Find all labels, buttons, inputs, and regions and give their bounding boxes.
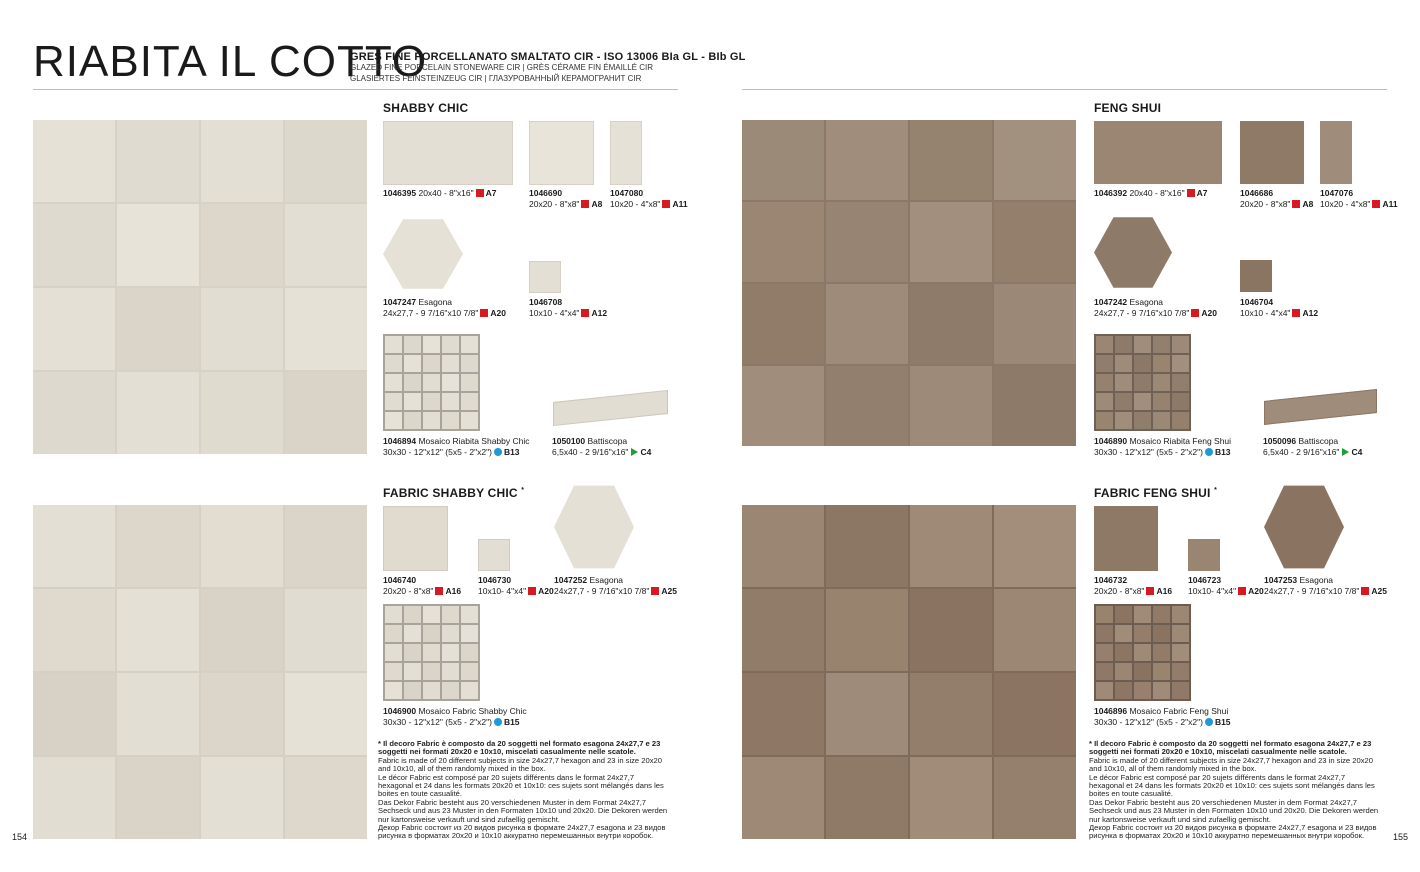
section-title-fabric-feng-shui: FABRIC FENG SHUI * <box>1094 486 1218 500</box>
tile-image-1046900-mosaic <box>383 604 480 701</box>
red-square-icon <box>1238 587 1246 595</box>
tile-image-1046704 <box>1240 260 1272 292</box>
red-square-icon <box>435 587 443 595</box>
product-code-1046730: 1046730 <box>478 575 512 585</box>
tile-image-1046740 <box>383 506 448 571</box>
red-square-icon <box>1146 587 1154 595</box>
red-square-icon <box>1187 189 1195 197</box>
tile-image-1047242-hexagon <box>1094 215 1172 290</box>
red-square-icon <box>581 200 589 208</box>
product-code-1046740: 1046740 <box>383 575 417 585</box>
product-desc-1050100: 6,5x40 - 2 9/16"x16" C4 <box>552 447 652 457</box>
product-desc-1046704: 10x10 - 4"x4" A12 <box>1240 308 1319 318</box>
tile-image-1050096-skirting <box>1264 389 1377 425</box>
product-code-1047252: 1047252 Esagona <box>554 575 624 585</box>
red-square-icon <box>1372 200 1380 208</box>
product-code-1050100: 1050100 Battiscopa <box>552 436 628 446</box>
tile-image-1046732 <box>1094 506 1158 571</box>
section-title-shabby-chic: SHABBY CHIC <box>383 101 469 115</box>
product-desc-1046690: 20x20 - 8"x8" A8 <box>529 199 603 209</box>
red-square-icon <box>581 309 589 317</box>
tile-image-1046723 <box>1188 539 1220 571</box>
product-1046395: 1046395 20x40 - 8"x16" A7 <box>383 188 497 198</box>
product-desc-1047253: 24x27,7 - 9 7/16"x10 7/8" A25 <box>1264 586 1387 596</box>
tile-image-1046686 <box>1240 121 1304 184</box>
section-title-feng-shui: FENG SHUI <box>1094 101 1162 115</box>
tile-image-1050100-skirting <box>553 390 668 426</box>
green-triangle-icon <box>631 448 638 456</box>
product-desc-1046708: 10x10 - 4"x4" A12 <box>529 308 608 318</box>
tile-image-1046890-mosaic <box>1094 334 1191 431</box>
green-triangle-icon <box>1342 448 1349 456</box>
red-square-icon <box>480 309 488 317</box>
product-code-1046900: 1046900 Mosaico Fabric Shabby Chic <box>383 706 527 716</box>
blue-dot-icon <box>1205 718 1213 726</box>
red-square-icon <box>651 587 659 595</box>
tile-image-1047252-hexagon <box>554 483 634 571</box>
product-desc-1046890: 30x30 - 12"x12" (5x5 - 2"x2") B13 <box>1094 447 1231 457</box>
tile-image-1046730 <box>478 539 510 571</box>
tile-image-1046708 <box>529 261 561 293</box>
product-code-1046894: 1046894 Mosaico Riabita Shabby Chic <box>383 436 530 446</box>
product-code-1046890: 1046890 Mosaico Riabita Feng Shui <box>1094 436 1232 446</box>
header-rule-left <box>33 89 678 90</box>
section-title-fabric-shabby-chic: FABRIC SHABBY CHIC * <box>383 486 525 500</box>
fabric-shabby-chic-floor-image <box>33 505 367 839</box>
spec-line-2: GLAZED FINE PORCELAIN STONEWARE CIR | GRÈS CÉRAME FIN ÉMAILLÉ CIR <box>350 63 654 72</box>
product-code-1046723: 1046723 <box>1188 575 1222 585</box>
tile-image-1047076 <box>1320 121 1352 184</box>
product-desc-1046740: 20x20 - 8"x8" A16 <box>383 586 462 596</box>
spec-line-1: GRES FINE PORCELLANATO SMALTATO CIR - ISO 13006 BIa GL - BIb GL <box>350 51 746 63</box>
page-number-left: 154 <box>12 832 28 842</box>
blue-dot-icon <box>494 448 502 456</box>
brand-title: RIABITA IL COTTO <box>33 37 428 86</box>
tile-image-1046690 <box>529 121 594 185</box>
product-code-1047080: 1047080 <box>610 188 644 198</box>
product-desc-1047076: 10x20 - 4"x8" A11 <box>1320 199 1398 209</box>
red-square-icon <box>476 189 484 197</box>
product-code-1050096: 1050096 Battiscopa <box>1263 436 1339 446</box>
product-desc-1050096: 6,5x40 - 2 9/16"x16" C4 <box>1263 447 1363 457</box>
tile-image-1046894-mosaic <box>383 334 480 431</box>
spec-line-3: GLASIERTES FEINSTEINZEUG CIR | ГЛАЗУРОВАННЫЙ КЕРАМОГРАНИТ CIR <box>350 74 642 83</box>
red-square-icon <box>1292 200 1300 208</box>
product-code-1046686: 1046686 <box>1240 188 1274 198</box>
product-code-1046690: 1046690 <box>529 188 563 198</box>
product-code-1046704: 1046704 <box>1240 297 1274 307</box>
red-square-icon <box>662 200 670 208</box>
shabby-chic-floor-image <box>33 120 367 454</box>
red-square-icon <box>1191 309 1199 317</box>
product-desc-1046723: 10x10- 4"x4" A20 <box>1188 586 1264 596</box>
tile-image-1046395 <box>383 121 513 185</box>
header-rule-right <box>742 89 1387 90</box>
blue-dot-icon <box>1205 448 1213 456</box>
product-desc-1047252: 24x27,7 - 9 7/16"x10 7/8" A25 <box>554 586 677 596</box>
product-1046392: 1046392 20x40 - 8"x16" A7 <box>1094 188 1208 198</box>
product-desc-1046900: 30x30 - 12"x12" (5x5 - 2"x2") B15 <box>383 717 520 727</box>
red-square-icon <box>1361 587 1369 595</box>
tile-image-1047247-hexagon <box>383 217 463 291</box>
fabric-note-left: * Il decoro Fabric è composto da 20 soggetti nel formato esagona 24x27,7 e 23 soggetti nei formati 20x20 e 10x10, miscelati casualmente nelle scatole. Fabric is made of 20 different subjects in size 24x27,7 hexagon and 23 in size 20x20 and 10x10, all of them randomly mixed in the box. Le décor Fabric est composé par 20 sujets différents dans le format 24x27,7 hexagonal et 24 dans les formats 20x20 et 10x10: ces sujets sont mélangés dans les boites en toute casualité. Das Dekor Fabric besteht aus 20 verschiedenen Muster in dem Format 24x27,7 Sechseck und aus 23 Muster in den Formaten 10x10 und 20x20. Die Dekoren werden nur kartonsweise verkauft und sind zufaellig gemischt. Декор Fabric состоит из 20 видов рисунка в формате 24x27,7 esagona и 23 видов рисунка в форматах 20x20 и 10x10 аккуратно перемешанных внутри коробок. <box>378 739 668 841</box>
product-code-1047076: 1047076 <box>1320 188 1354 198</box>
tile-image-1047253-hexagon <box>1264 483 1344 571</box>
product-desc-1047247: 24x27,7 - 9 7/16"x10 7/8" A20 <box>383 308 506 318</box>
product-desc-1047242: 24x27,7 - 9 7/16"x10 7/8" A20 <box>1094 308 1217 318</box>
product-code-1046896: 1046896 Mosaico Fabric Feng Shui <box>1094 706 1229 716</box>
product-code-1047242: 1047242 Esagona <box>1094 297 1164 307</box>
red-square-icon <box>1292 309 1300 317</box>
product-desc-1047080: 10x20 - 4"x8" A11 <box>610 199 688 209</box>
feng-shui-floor-image <box>742 120 1076 446</box>
product-desc-1046732: 20x20 - 8"x8" A16 <box>1094 586 1173 596</box>
product-desc-1046896: 30x30 - 12"x12" (5x5 - 2"x2") B15 <box>1094 717 1231 727</box>
product-desc-1046686: 20x20 - 8"x8" A8 <box>1240 199 1314 209</box>
tile-image-1047080 <box>610 121 642 185</box>
page-number-right: 155 <box>1393 832 1409 842</box>
fabric-note-right: * Il decoro Fabric è composto da 20 soggetti nel formato esagona 24x27,7 e 23 soggetti nei formati 20x20 e 10x10, miscelati casualmente nelle scatole. Fabric is made of 20 different subjects in size 24x27,7 hexagon and 23 in size 20x20 and 10x10, all of them randomly mixed in the box. Le décor Fabric est composé par 20 sujets différents dans le format 24x27,7 hexagonal et 24 dans les formats 20x20 et 10x10: ces sujets sont mélangés dans les boites en toute casualité. Das Dekor Fabric besteht aus 20 verschiedenen Muster in dem Format 24x27,7 Sechseck und aus 23 Muster in den Formaten 10x10 und 20x20. Die Dekoren werden nur kartonsweise verkauft und sind zufaellig gemischt. Декор Fabric состоит из 20 видов рисунка в формате 24x27,7 esagona и 23 видов рисунка в форматах 20x20 и 10x10 аккуратно перемешанных внутри коробок. <box>1089 739 1379 841</box>
product-desc-1046894: 30x30 - 12"x12" (5x5 - 2"x2") B13 <box>383 447 520 457</box>
blue-dot-icon <box>494 718 502 726</box>
product-code-1046732: 1046732 <box>1094 575 1128 585</box>
red-square-icon <box>528 587 536 595</box>
tile-image-1046392 <box>1094 121 1222 184</box>
tile-image-1046896-mosaic <box>1094 604 1191 701</box>
product-code-1046708: 1046708 <box>529 297 563 307</box>
fabric-feng-shui-floor-image <box>742 505 1076 839</box>
product-code-1047247: 1047247 Esagona <box>383 297 453 307</box>
product-desc-1046730: 10x10- 4"x4" A20 <box>478 586 554 596</box>
product-code-1047253: 1047253 Esagona <box>1264 575 1334 585</box>
